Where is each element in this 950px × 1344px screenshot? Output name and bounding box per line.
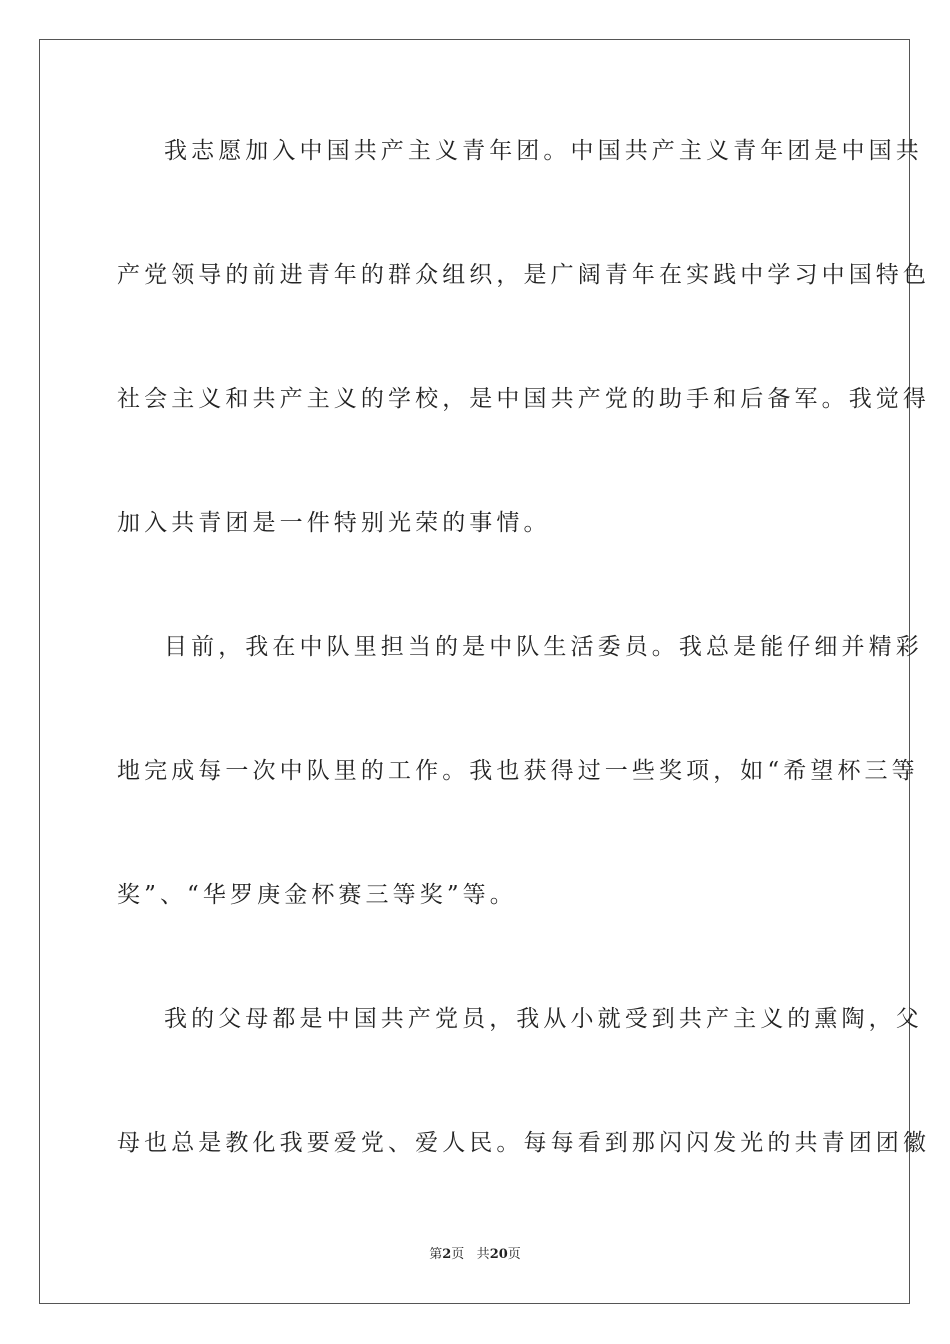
paragraph-2-line-1: 目前，我在中队里担当的是中队生活委员。我总是能仔细并精彩 (164, 634, 923, 660)
footer-page-unit: 页 (451, 1247, 465, 1262)
footer-prefix: 第 (429, 1247, 443, 1262)
page-number-footer (0, 1246, 950, 1264)
paragraph-3-line-2: 母也总是教化我要爱党、爱人民。每每看到那闪闪发光的共青团团徽 (117, 1130, 930, 1156)
paragraph-1-line-4: 加入共青团是一件特别光荣的事情。 (117, 510, 551, 536)
paragraph-2-line-3: 奖”、“华罗庚金杯赛三等奖”等。 (117, 882, 517, 908)
page-frame (39, 39, 910, 1304)
current-page-number: 2 (442, 1247, 452, 1262)
paragraph-1-line-1: 我志愿加入中国共产主义青年团。中国共产主义青年团是中国共 (164, 138, 923, 164)
total-page-count: 20 (489, 1247, 508, 1262)
paragraph-2-line-2: 地完成每一次中队里的工作。我也获得过一些奖项，如“希望杯三等 (117, 758, 919, 784)
footer-total-unit: 页 (507, 1247, 521, 1262)
paragraph-1-line-3: 社会主义和共产主义的学校，是中国共产党的助手和后备军。我觉得 (117, 386, 930, 412)
paragraph-1-line-2: 产党领导的前进青年的群众组织，是广阔青年在实践中学习中国特色 (117, 262, 930, 288)
paragraph-3-line-1: 我的父母都是中国共产党员，我从小就受到共产主义的熏陶，父 (164, 1006, 923, 1032)
footer-total-prefix: 共 (476, 1247, 490, 1262)
